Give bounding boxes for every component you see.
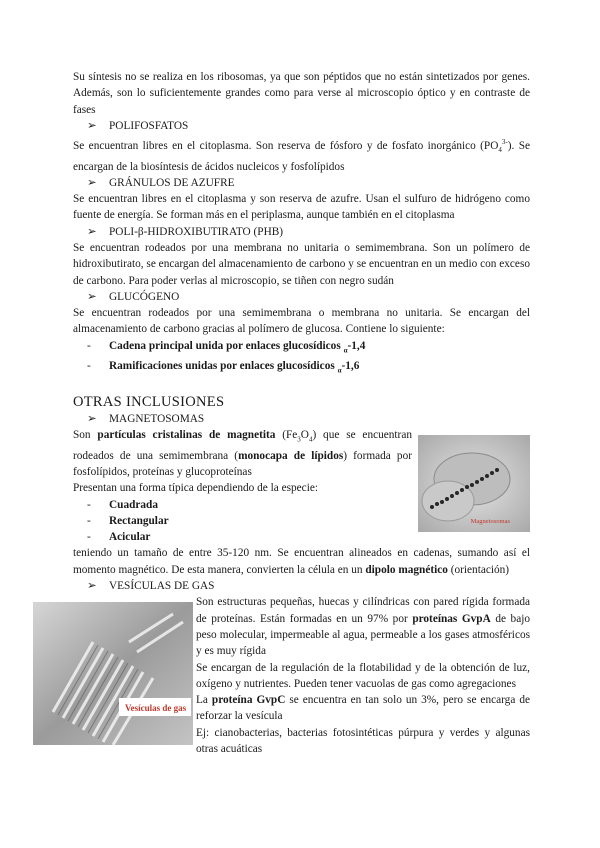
magnetosomas-text: Son partículas cristalinas de magnetita $(Fe_3O_4)$ que se encuentran rodeados de una semimembrana (monocapa de lípidos) formada por fosfolípidos, proteínas y glucoproteínas [73,429,412,478]
heading-vesiculas-gas: ➢ VESÍCULAS DE GAS [73,578,530,594]
arrow-bullet-icon: ➢ [87,119,97,132]
list-item: - Rectangular [87,514,169,527]
arrow-bullet-icon: ➢ [87,580,97,593]
vesiculas-text-2: Se encargan de la regulación de la flotabilidad y de la obtención de luz, oxígeno y nutrientes. Pueden tener vacuolas de gas como agregaciones [196,661,530,690]
vesiculas-block [33,594,530,757]
magnetosomas-micrograph [418,435,530,545]
arrow-bullet-icon: ➢ [87,176,97,189]
list-item: - Cuadrada [87,498,158,511]
heading-magnetosomas: ➢ MAGNETOSOMAS [73,411,530,427]
list-item: - Ramificaciones unidas por enlaces glucosídicos $_\alpha$-1,6 [87,360,360,375]
heading-phb: ➢ POLI-β-HIDROXIBUTIRATO (PHB) [73,224,530,240]
vesiculas-text-3: La proteína GvpC se encuentra en tan solo un 3%, pero se encarga de reforzar la vesícula [196,694,530,723]
vesiculas-text-1: Son estructuras pequeñas, huecas y cilíndricas con pared rígida formada de proteínas. Están formadas en un 97% por proteínas GvpA de bajo peso molecular, impermeable al agua, permeable a los gases atmosféricos y es muy rígida [196,596,530,658]
arrow-bullet-icon: ➢ [87,225,97,238]
arrow-bullet-icon: ➢ [87,412,97,425]
vesiculas-image-label: Vesículas de gas [125,703,187,714]
magnetosomas-forma-text: Presentan una forma típica dependiendo de la especie: [73,482,318,495]
vesiculas-micrograph [33,602,193,757]
intro-paragraph: Su síntesis no se realiza en los ribosomas, ya que son péptidos que no están sintetizados por genes. Además, son lo suficientemente grandes como para verse al microscopio óptico y en contraste de fases [73,71,530,116]
arrow-bullet-icon: ➢ [87,290,97,303]
document-body [73,69,530,757]
vesiculas-text-4: Ej: cianobacterias, bacterias fotosintéticas púrpura y verdes y algunas otras acuáticas [196,726,530,756]
list-item: - Acicular [87,531,151,544]
glucogeno-text: Se encuentran rodeados por una semimembrana o membrana no unitaria. Se encargan del almacenamiento de carbono gracias al polímero de glucosa. Contiene lo siguiente: [73,307,530,336]
list-item: - Cadena principal unida por enlaces glucosídicos $_\alpha$-1,4 [87,339,366,355]
magnetosomas-size-text: teniendo un tamaño de entre 35-120 nm. Se encuentran alineados en cadenas, sumando así el momento magnético. De esta manera, convierten la célula en un dipolo magnético (orientación) [73,547,530,576]
polifosfatos-text: Se encuentran libres en el citoplasma. Son reserva de fósforo y de fosfato inorgánico $(PO_4^{3-})$. Se encargan de la biosíntesis de ácidos nucleicos y fosfolípidos [73,138,530,173]
magnetosomas-block [73,427,530,545]
magnetosomas-image-label: Magnetosomas [470,518,510,526]
phb-text: Se encuentran rodeados por una membrana no unitaria o semimembrana. Son un polímero de hidroxibutirato, se encargan del almacenamiento de carbono y se encuentran en un medio con exceso de carbono. Para poder verlas al microscopio, se tiñen con negro sudán [73,241,530,287]
azufre-text: Se encuentran libres en el citoplasma y son reserva de azufre. Usan el sulfuro de hidrógeno como fuente de energía. Se forman más en el periplasma, aunque también en el citoplasma [73,193,530,222]
heading-polifosfatos: ➢ POLIFOSFATOS [73,118,530,134]
heading-glucogeno: ➢ GLUCÓGENO [73,289,530,305]
heading-otras-inclusiones: OTRAS INCLUSIONES [73,393,225,410]
heading-granulos-azufre: ➢ GRÁNULOS DE AZUFRE [73,175,530,191]
